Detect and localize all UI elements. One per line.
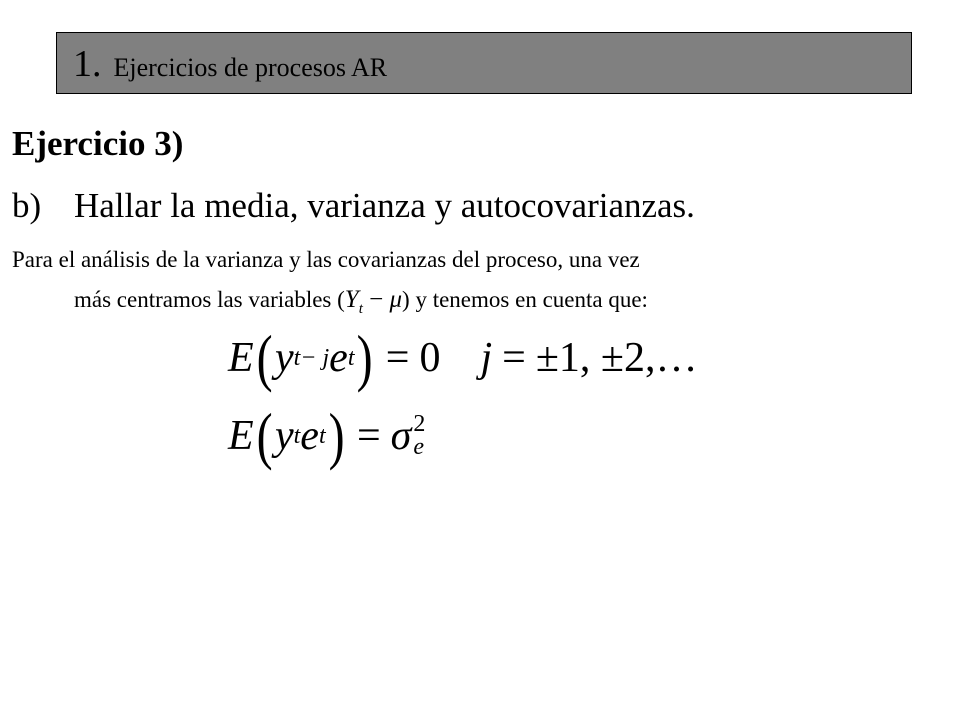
inline-sub: t — [358, 301, 363, 317]
eq2-close-paren: ) — [328, 400, 345, 471]
eq1-open-paren: ( — [256, 322, 273, 393]
eq1-y: y — [274, 335, 294, 381]
eq1-j-equals: = — [502, 335, 526, 381]
item-b-marker: b) — [12, 186, 42, 225]
eq2-sigma-sup: 2 — [413, 411, 426, 438]
line2-after: ) y tenemos en cuenta que: — [402, 287, 648, 312]
eq2-e: e — [300, 413, 319, 459]
eq1-e: e — [329, 335, 348, 381]
eq2-y: y — [274, 413, 294, 459]
eq2-y-sub: t — [293, 422, 301, 449]
eq1-j: j — [480, 335, 493, 381]
eq1-equals: = — [385, 335, 410, 381]
inline-formula — [344, 286, 403, 317]
title-number: 1. — [73, 43, 102, 85]
inline-var: Y — [344, 286, 359, 313]
slide-title: Ejercicios de procesos AR — [113, 53, 388, 82]
equation-variance-expectation — [228, 400, 426, 471]
eq1-y-sub: t− j — [293, 344, 330, 371]
eq1-range: ±1, ±2,… — [535, 335, 698, 381]
eq2-open-paren: ( — [256, 400, 273, 471]
item-b — [12, 186, 695, 226]
explanation-paragraph — [12, 240, 892, 329]
eq2-sigma-scripts — [413, 413, 425, 459]
eq1-E: E — [228, 335, 254, 381]
paragraph-line-2 — [12, 280, 892, 329]
line2-before: más centramos las variables ( — [74, 287, 345, 312]
paragraph-line-1: Para el análisis de la varianza y las covarianzas del proceso, una vez — [12, 247, 640, 272]
slide-title-bar — [56, 32, 912, 94]
eq2-sigma-sub: e — [413, 434, 424, 460]
equation-cross-expectation — [228, 322, 698, 393]
eq2-sigma: σ — [390, 413, 412, 459]
eq2-equals: = — [356, 413, 381, 459]
exercise-heading: Ejercicio 3) — [12, 124, 184, 163]
eq2-e-sub: t — [318, 422, 326, 449]
eq1-e-sub: t — [347, 344, 355, 371]
eq1-rhs: 0 — [419, 335, 441, 381]
inline-mu: μ — [389, 286, 403, 313]
item-b-text: Hallar la media, varianza y autocovarianzas. — [74, 186, 695, 225]
eq1-close-paren: ) — [357, 322, 374, 393]
eq2-E: E — [228, 413, 254, 459]
inline-minus: − — [369, 286, 384, 313]
